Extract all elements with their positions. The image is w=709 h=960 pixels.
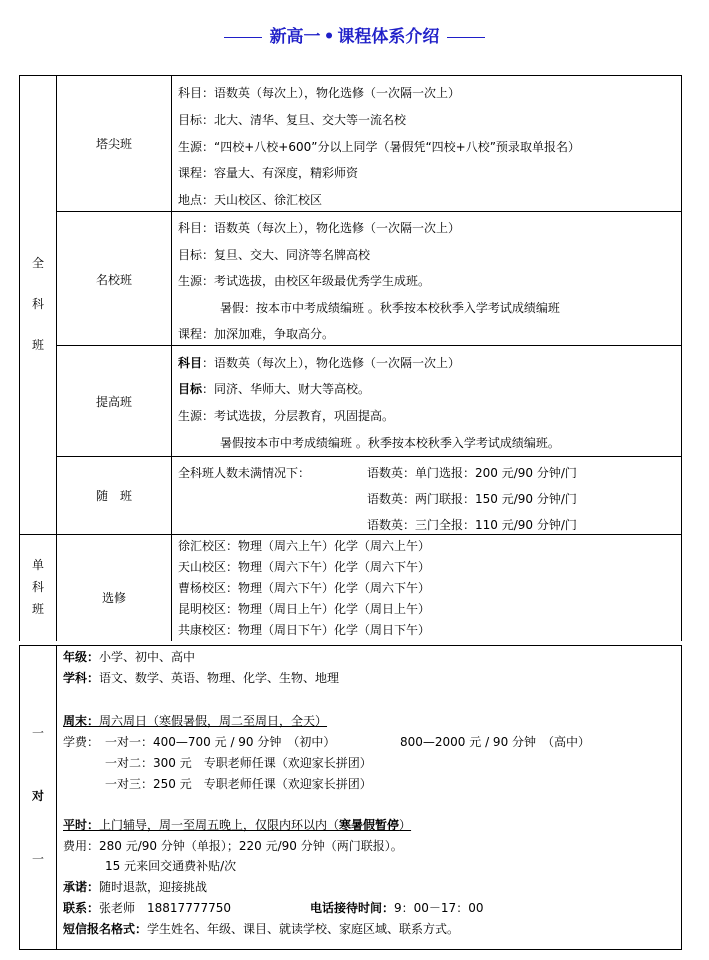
course-table [19, 75, 682, 641]
class-name-tigao: 提高班 [95, 395, 132, 409]
promise-value: 随时退款，迎接挑战 [99, 880, 208, 894]
one-on-one-table [19, 645, 682, 950]
weekday-key: 平时： [63, 818, 100, 832]
suiban-price-3: 语数英：三门全报：110 元/90 分钟/门 [367, 518, 577, 532]
contact-line [63, 900, 231, 916]
weekday-value: 上门辅导，周一至周五晚上，仅限内环以内（ [99, 818, 340, 832]
tajian-line-5: 地点：天山校区、徐汇校区 [178, 193, 323, 207]
row-divider-tigao [56, 456, 681, 457]
tigao-line-2-value: ：同济、华师大、财大等高校。 [202, 382, 371, 396]
tigao-line-4: 暑假按本市中考成绩编班 。秋季按本校秋季入学考试成绩编班。 [220, 436, 560, 450]
class-name-xuanxiu: 选修 [101, 591, 126, 605]
class-name-tajian: 塔尖班 [95, 137, 132, 151]
contact-value: 张老师 18817777750 [99, 901, 231, 915]
transport-line: 15 元来回交通费补贴/次 [105, 859, 237, 873]
xuanxiu-line-5: 共康校区：物理（周日下午）化学（周日下午） [178, 623, 431, 637]
title-separator: • [323, 27, 335, 47]
grade-value: 小学、初中、高中 [99, 650, 196, 664]
tigao-line-3: 生源：考试选拔，分层教育，巩固提高。 [178, 409, 395, 423]
suiban-intro: 全科班人数未满情况下： [178, 466, 311, 480]
col-divider-2 [171, 76, 172, 641]
class-name-suiban: 随 班 [95, 489, 132, 503]
mingxiao-line-2: 目标：复旦、交大、同济等名牌高校 [178, 248, 371, 262]
one-on-one-label-3: 一 [31, 852, 44, 866]
danke-label-1: 单 [31, 558, 44, 572]
mingxiao-line-3: 生源：考试选拔，由校区年级最优秀学生成班。 [178, 274, 431, 288]
subjects-line [63, 670, 339, 686]
quanke-label [28, 252, 48, 356]
title-right: 课程体系介绍 [337, 27, 440, 47]
cost-line: 费用：280 元/90 分钟（单报）；220 元/90 分钟（两门联报）。 [63, 839, 403, 853]
quanke-label-3: 班 [31, 338, 44, 352]
fee-label: 学费： [63, 735, 100, 749]
danke-label [28, 554, 48, 620]
promise-key: 承诺： [63, 880, 100, 894]
weekday-line [63, 817, 411, 833]
tajian-line-1: 科目：语数英（每次上），物化选修（一次隔一次上） [178, 86, 461, 100]
sms-key: 短信报名格式： [63, 922, 148, 936]
col-divider-1 [56, 76, 57, 641]
row-divider-quanke [20, 534, 681, 535]
title-rule-left [224, 37, 262, 38]
xuanxiu-line-4: 昆明校区：物理（周日上午）化学（周日上午） [178, 602, 431, 616]
xuanxiu-line-1: 徐汇校区：物理（周六上午）化学（周六上午） [178, 539, 431, 553]
quanke-label-1: 全 [31, 256, 44, 270]
tajian-line-3: 生源：“四校+八校+600”分以上同学（暑假凭“四校+八校”预录取单报名） [178, 140, 580, 154]
tajian-line-4: 课程：容量大、有深度，精彩师资 [178, 166, 359, 180]
title-left: 新高一 [269, 27, 321, 47]
row-divider-mingxiao [56, 345, 681, 346]
fee-line-2: 一对二：300 元 专职老师任课（欢迎家长拼团） [105, 756, 372, 770]
fee-line-1: 一对一：400—700 元 / 90 分钟 （初中） [105, 735, 336, 749]
hours-value: 9：00－17：00 [394, 901, 484, 915]
grade-line [63, 649, 195, 665]
fee-line-1-high: 800—2000 元 / 90 分钟 （高中） [400, 735, 591, 749]
page-title [0, 22, 709, 47]
xuanxiu-line-2: 天山校区：物理（周六下午）化学（周六下午） [178, 560, 431, 574]
one-on-one-label-1: 一 [31, 726, 44, 740]
weekend-key: 周末： [63, 714, 100, 728]
hours-line [310, 900, 483, 916]
fee-line-3: 一对三：250 元 专职老师任课（欢迎家长拼团） [105, 777, 372, 791]
mingxiao-line-5: 课程：加深加难，争取高分。 [178, 327, 335, 341]
tigao-line-1-value: ：语数英（每次上），物化选修（一次隔一次上） [202, 356, 461, 370]
suiban-price-1: 语数英：单门选报：200 元/90 分钟/门 [367, 466, 577, 480]
sms-value: 学生姓名、年级、课目、就读学校、家庭区域、联系方式。 [147, 922, 460, 936]
mingxiao-line-1: 科目：语数英（每次上），物化选修（一次隔一次上） [178, 221, 461, 235]
weekend-value: 周六周日（寒假暑假，周二至周日，全天） [99, 714, 328, 728]
contact-key: 联系： [63, 901, 100, 915]
sms-line [63, 921, 459, 937]
promise-line [63, 879, 207, 895]
class-name-mingxiao: 名校班 [95, 273, 132, 287]
tajian-line-2: 目标：北大、清华、复旦、交大等一流名校 [178, 113, 407, 127]
danke-label-3: 班 [31, 602, 44, 616]
weekend-line [63, 713, 327, 729]
tigao-line-1-key: 科目 [178, 356, 203, 370]
title-rule-right [447, 37, 485, 38]
weekday-emphasis: 寒暑假暂停 [339, 818, 400, 832]
tigao-line-2-key: 目标 [178, 382, 203, 396]
tigao-line-1 [178, 355, 460, 371]
subjects-key: 学科： [63, 671, 100, 685]
grade-key: 年级： [63, 650, 100, 664]
quanke-label-2: 科 [31, 297, 44, 311]
danke-label-2: 科 [31, 580, 44, 594]
tigao-line-2 [178, 381, 370, 397]
subjects-value: 语文、数学、英语、物理、化学、生物、地理 [99, 671, 340, 685]
suiban-price-2: 语数英：两门联报：150 元/90 分钟/门 [367, 492, 577, 506]
one-on-one-label-2: 对 [31, 789, 44, 803]
one-on-one-divider [56, 646, 57, 949]
xuanxiu-line-3: 曹杨校区：物理（周六下午）化学（周六下午） [178, 581, 431, 595]
mingxiao-line-4: 暑假：按本市中考成绩编班 。秋季按本校秋季入学考试成绩编班 [220, 301, 560, 315]
weekday-end: ） [399, 818, 412, 832]
row-divider-tajian [56, 211, 681, 212]
hours-key: 电话接待时间： [310, 901, 395, 915]
one-on-one-label [28, 722, 48, 870]
